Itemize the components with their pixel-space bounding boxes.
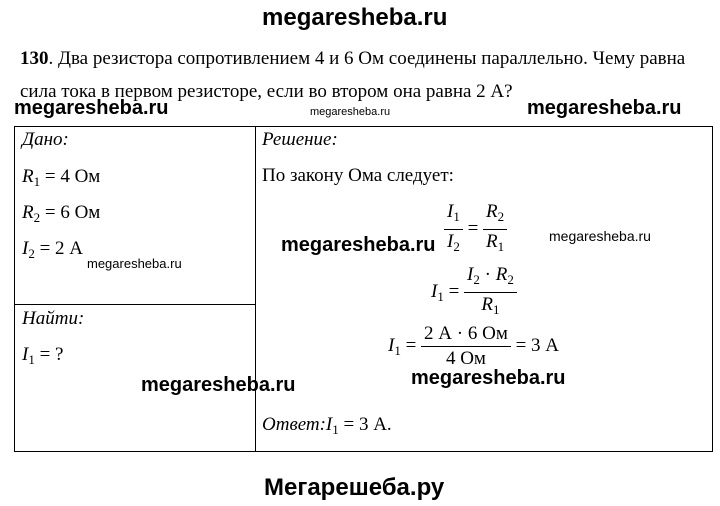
given-r2: $R_2 = 6$ Ом bbox=[22, 202, 101, 225]
watermark-solution-center: megaresheba.ru bbox=[281, 234, 436, 256]
equation-i1: $I_1$ = $\frac{I_2 \cdot R_2}{R_1}$ bbox=[431, 263, 517, 322]
answer-line: $Ответ:I_1 = 3$ А. bbox=[262, 414, 392, 437]
watermark-find-bottom: megaresheba.ru bbox=[141, 374, 296, 396]
equation-ratio: $\frac{I_1}{I_2}$ = $\frac{R_2}{R_1}$ bbox=[444, 200, 507, 259]
watermark-solution-small: megaresheba.ru bbox=[549, 228, 651, 244]
watermark-box-small: megaresheba.ru bbox=[310, 106, 391, 118]
problem-number: 130 bbox=[20, 48, 49, 69]
solution-intro: По закону Ома следует: bbox=[262, 165, 454, 186]
watermark-left: megaresheba.ru bbox=[14, 97, 169, 119]
watermark-top: megaresheba.ru bbox=[262, 4, 448, 31]
find-header: Найти: bbox=[22, 308, 85, 329]
footer-watermark: Мегарешеба.ру bbox=[264, 474, 445, 501]
problem-text: . Два резистора сопротивлением 4 и 6 Ом соединены параллельно. Чему равна сила тока в первом резисторе, если во втором она равна 2 А? bbox=[20, 48, 686, 102]
given-header: Дано: bbox=[22, 129, 69, 150]
find-i1: $I_1$ = ? bbox=[22, 344, 64, 367]
watermark-given-small: megaresheba.ru bbox=[87, 256, 182, 271]
given-i2: $I_2 = 2$ А bbox=[22, 238, 84, 261]
watermark-right: megaresheba.ru bbox=[527, 97, 682, 119]
problem-statement bbox=[20, 42, 712, 108]
watermark-solution-bottom: megaresheba.ru bbox=[411, 367, 566, 389]
equation-numeric: $I_1$ = $\frac{2 А \cdot 6 Ом}{4 Ом}$ = 3 А bbox=[388, 323, 560, 369]
given-r1: $R_1 = 4$ Ом bbox=[22, 166, 101, 189]
given-find-divider bbox=[14, 304, 256, 305]
column-divider bbox=[255, 126, 256, 451]
solution-header: Решение: bbox=[262, 129, 338, 150]
